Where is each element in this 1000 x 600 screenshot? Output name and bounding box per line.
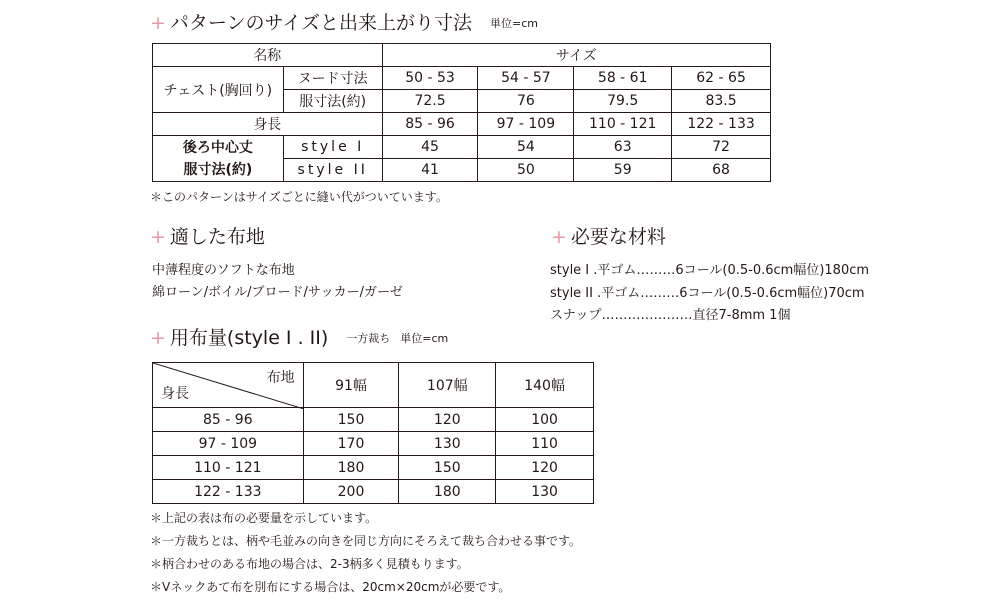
size-section-title: パターンのサイズと出来上がり寸法: [169, 12, 473, 34]
table-cell: 72: [672, 136, 771, 159]
table-cell: 45: [382, 136, 478, 159]
yardage-section-title: 用布量(style I . II): [169, 327, 329, 349]
plus-icon: +: [150, 327, 166, 349]
table-row: [153, 44, 771, 67]
table-cell: 130: [399, 432, 496, 456]
table-cell: 180: [399, 480, 496, 504]
table-cell: 150: [399, 456, 496, 480]
table-cell: 100: [496, 408, 594, 432]
size-section-unit: 単位=cm: [490, 17, 539, 30]
table-cell: 68: [672, 159, 771, 182]
name-header: 名称: [153, 44, 383, 67]
table-cell: 180: [303, 456, 399, 480]
table-cell: 50 - 53: [382, 67, 478, 90]
column-header: 91幅: [303, 363, 399, 408]
yardage-section-subtitle: 一方裁ち: [346, 332, 391, 345]
table-cell: 63: [574, 136, 672, 159]
table-row: [153, 363, 594, 408]
table-cell: 54 - 57: [478, 67, 574, 90]
fabric-line: 綿ローン/ボイル/ブロード/サッカー/ガーゼ: [152, 285, 403, 300]
table-row: [153, 136, 771, 159]
style2-label: style II: [283, 159, 382, 182]
row-height: 122 - 133: [153, 480, 304, 504]
table-cell: 76: [478, 90, 574, 113]
table-cell: 58 - 61: [574, 67, 672, 90]
back-length-label-line1: 後ろ中心丈: [182, 139, 253, 156]
yardage-note: ＊一方裁ちとは、柄や毛並みの向きを同じ方向にそろえて裁ち合わせる事です。: [150, 534, 582, 548]
table-row: [153, 113, 771, 136]
fabric-section-title: 適した布地: [169, 226, 265, 248]
table-cell: 120: [496, 456, 594, 480]
chest-label: チェスト(胸回り): [153, 67, 284, 113]
nude-label: ヌード寸法: [283, 67, 382, 90]
yardage-corner-cell: [153, 363, 304, 408]
table-cell: 130: [496, 480, 594, 504]
material-line: style II .平ゴム………6コール(0.5-0.6cm幅位)70cm: [550, 286, 865, 301]
garment-label: 服寸法(約): [283, 90, 382, 113]
size-table: [152, 43, 771, 182]
column-header: 140幅: [496, 363, 594, 408]
yardage-section-unit: 単位=cm: [400, 332, 449, 345]
size-header: サイズ: [382, 44, 770, 67]
plus-icon: +: [551, 226, 567, 248]
row-height: 110 - 121: [153, 456, 304, 480]
back-length-label: [153, 136, 284, 182]
table-cell: 72.5: [382, 90, 478, 113]
table-cell: 62 - 65: [672, 67, 771, 90]
yardage-note: ＊上記の表は布の必要量を示しています。: [150, 511, 378, 525]
table-row: [153, 67, 771, 90]
row-height: 85 - 96: [153, 408, 304, 432]
material-line: スナップ…………………直径7-8mm 1個: [550, 308, 791, 323]
table-row: [153, 456, 594, 480]
yardage-section-heading: [150, 323, 448, 350]
table-cell: 120: [399, 408, 496, 432]
style1-label: style I: [283, 136, 382, 159]
seam-allowance-note: ＊このパターンはサイズごとに縫い代がついています。: [150, 190, 448, 204]
table-cell: 170: [303, 432, 399, 456]
table-cell: 50: [478, 159, 574, 182]
plus-icon: +: [150, 12, 166, 34]
table-cell: 54: [478, 136, 574, 159]
table-cell: 41: [382, 159, 478, 182]
height-label: 身長: [153, 113, 383, 136]
corner-bottom-label: 身長: [161, 386, 189, 402]
material-line: style I .平ゴム………6コール(0.5-0.6cm幅位)180cm: [550, 263, 870, 278]
table-cell: 110: [496, 432, 594, 456]
column-header: 107幅: [399, 363, 496, 408]
table-cell: 97 - 109: [478, 113, 574, 136]
table-cell: 150: [303, 408, 399, 432]
materials-section-title: 必要な材料: [570, 226, 666, 248]
yardage-note: ＊柄合わせのある布地の場合は、2-3柄多く見積もります。: [150, 557, 469, 571]
plus-icon: +: [150, 226, 166, 248]
fabric-line: 中薄程度のソフトな布地: [152, 263, 295, 278]
table-cell: 79.5: [574, 90, 672, 113]
table-row: [153, 480, 594, 504]
table-row: [153, 408, 594, 432]
back-length-label-line2: 服寸法(約): [183, 161, 253, 178]
row-height: 97 - 109: [153, 432, 304, 456]
table-row: [153, 432, 594, 456]
fabric-section-heading: [150, 222, 265, 249]
table-cell: 85 - 96: [382, 113, 478, 136]
materials-section-heading: [551, 222, 666, 249]
yardage-note: ＊Vネックあて布を別布にする場合は、20cm×20cmが必要です。: [150, 580, 511, 594]
table-cell: 59: [574, 159, 672, 182]
table-cell: 83.5: [672, 90, 771, 113]
table-cell: 110 - 121: [574, 113, 672, 136]
yardage-table: [152, 362, 594, 504]
corner-top-label: 布地: [266, 370, 295, 386]
size-section-heading: [150, 8, 538, 35]
table-cell: 122 - 133: [672, 113, 771, 136]
table-cell: 200: [303, 480, 399, 504]
